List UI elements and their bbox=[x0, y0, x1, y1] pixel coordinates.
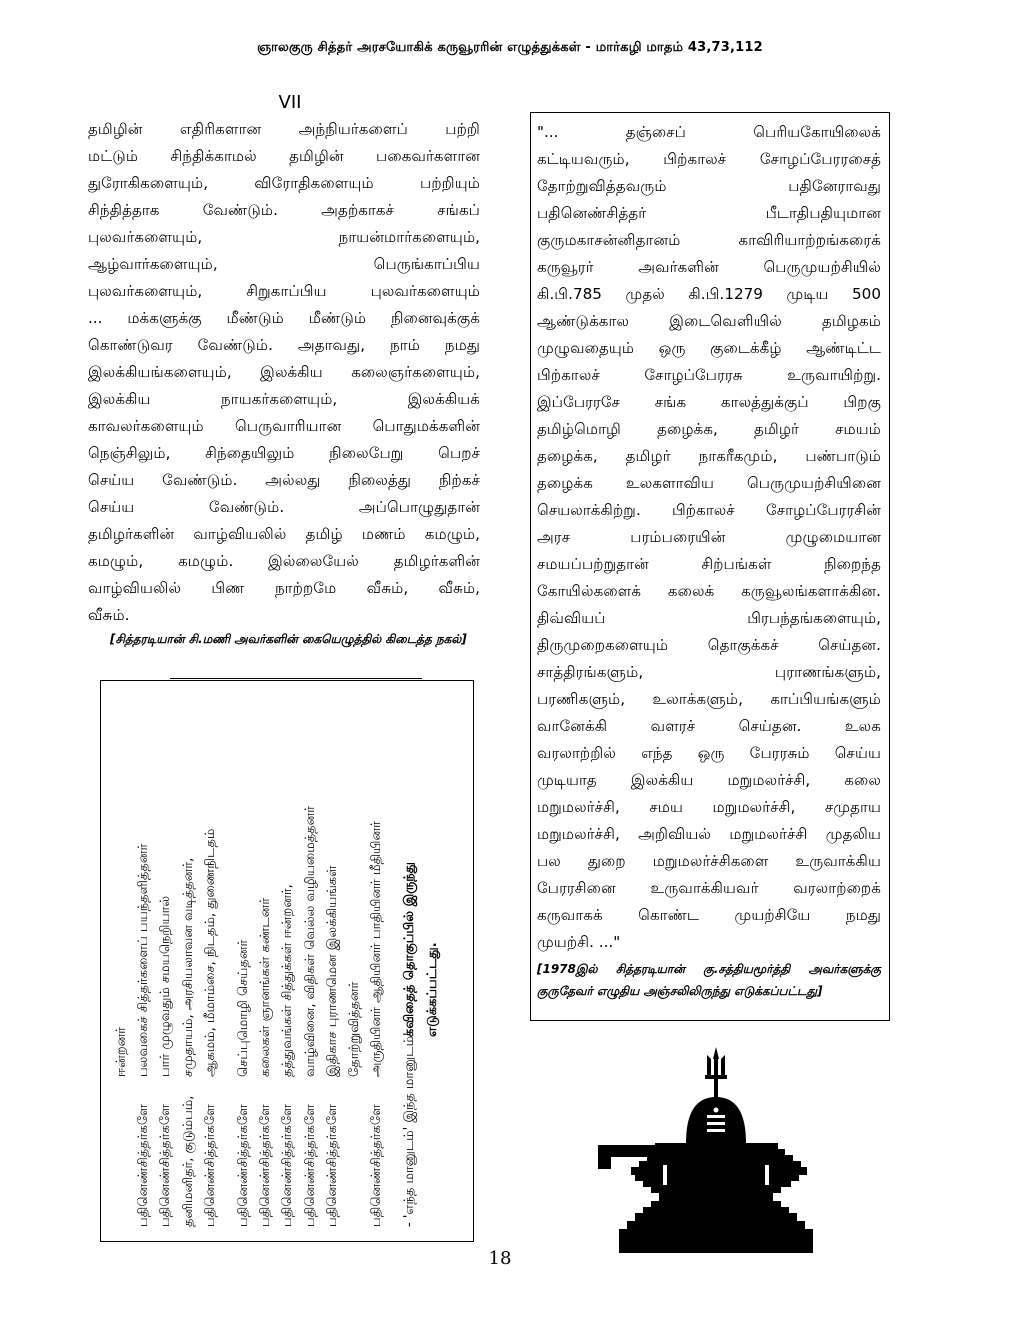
verse-line-lead: பதினெண்சித்தர்களே bbox=[324, 1104, 340, 1227]
verse-line-text: ஆகமம், மீமாம்சை, நிடதம், துணைநிடதம் bbox=[202, 828, 218, 1077]
verse-block bbox=[111, 687, 467, 1227]
text-line: மறுமலர்ச்சி, சமய மறுமலர்ச்சி, சமுதாய bbox=[537, 798, 881, 816]
text-line: இலக்கியங்களையும், இலக்கிய கலைஞர்களையும், bbox=[88, 363, 480, 381]
verse-line-lead: பதினெண்சித்தர்களே bbox=[369, 1104, 385, 1227]
verse-line-text: எடுக்கப்பட்டது. bbox=[424, 942, 440, 1037]
verse-line-text: கலைகள் ஞானங்கள் கண்டனர் bbox=[258, 897, 274, 1077]
text-line: இப்பேரரசே சங்க காலத்துக்குப் பிறகு bbox=[537, 393, 881, 411]
verse-line-lead bbox=[422, 1037, 444, 1227]
text-line: புலவர்களையும், நாயன்மார்களையும், bbox=[88, 228, 480, 246]
verse-line bbox=[233, 687, 255, 1227]
text-line: மறுமலர்ச்சி, அறிவியல் மறுமலர்ச்சி முதலிய bbox=[537, 825, 881, 843]
verse-line bbox=[344, 687, 366, 1227]
text-line: செய்ய வேண்டும். அல்லது நிலைத்து நிற்கச் bbox=[88, 471, 480, 489]
text-line: திவ்வியப் பிரபந்தங்களையும், bbox=[537, 609, 881, 627]
text-line: வரலாற்றில் எந்த ஒரு பேரரசும் செய்ய bbox=[537, 744, 881, 762]
text-line: முடியாத இலக்கிய மறுமலர்ச்சி, கலை bbox=[537, 771, 881, 789]
verse-line bbox=[133, 687, 155, 1227]
verse-line-lead: தனிமனிதர், குடும்பம், bbox=[180, 1095, 196, 1227]
verse-line-text: ஈன்றனர் bbox=[114, 1026, 129, 1077]
text-line: முயற்சி. ..." bbox=[537, 933, 621, 951]
text-line: அரச பரம்பரையின் முழுமையான bbox=[537, 528, 881, 546]
verse-line bbox=[388, 687, 399, 1227]
text-line: மட்டும் சிந்திக்காமல் தமிழின் பகைவர்களான bbox=[88, 147, 480, 165]
verse-line-lead: பதினெண்சித்தர்களே bbox=[202, 1104, 218, 1227]
verse-line bbox=[222, 687, 233, 1227]
verse-line bbox=[255, 687, 277, 1227]
verse-line bbox=[422, 687, 444, 1227]
text-line: சமயப்பற்றுதான் சிற்பங்கள் நிறைந்த bbox=[537, 555, 881, 573]
verse-line bbox=[322, 687, 344, 1227]
text-line: வீசும். bbox=[88, 606, 130, 624]
verse-line-text: அருதியினர் ஆதியினர் பாதியினர் மீதியினர் bbox=[369, 821, 385, 1077]
text-line: இலக்கிய நாயகர்களையும், இலக்கியக் bbox=[88, 390, 480, 408]
verse-line-text: தத்துவங்கள் சித்துக்கள் ஈன்றனர், bbox=[280, 884, 296, 1077]
verse-line-lead bbox=[344, 1077, 366, 1227]
shiva-lingam-trident-icon bbox=[583, 1045, 828, 1265]
text-line: ஆழ்வார்களையும், பெருங்காப்பிய bbox=[88, 255, 480, 273]
text-line: தோற்றுவித்தவரும் பதினேராவது bbox=[537, 177, 881, 195]
verse-line-text: இதிகாச புராணமென இலக்கியங்கள் bbox=[324, 865, 340, 1077]
verse-line bbox=[300, 687, 322, 1227]
verse-line-text: தோற்றுவித்தனர் bbox=[347, 981, 363, 1077]
text-line: காவலர்களையும் பெருவாரியான பொதுமக்களின் bbox=[88, 417, 480, 435]
text-line: கோயில்களைக் கலைக் கருவூலங்களாக்கின. bbox=[537, 582, 881, 600]
verse-line bbox=[277, 687, 299, 1227]
section-number: VII bbox=[278, 92, 302, 113]
text-line: கருவாகக் கொண்ட முயற்சியே நமது bbox=[537, 906, 881, 924]
verse-line-lead bbox=[111, 1077, 133, 1227]
verse-line-lead: பதினெண்சித்தர்களே bbox=[158, 1104, 174, 1227]
text-line: கட்டியவரும், பிற்காலச் சோழப்பேரரசைத் bbox=[537, 150, 881, 168]
text-line: திருமுறைகளையும் தொகுக்கச் செய்தன. bbox=[537, 636, 881, 654]
text-line: சிந்தித்தாக வேண்டும். அதற்காகச் சங்கப் bbox=[88, 201, 480, 219]
left-source-note: [சித்தரடியான் சி.மணி அவர்களின் கையெழுத்தில் கிடைத்த நகல்] bbox=[110, 632, 467, 646]
text-line: தழைக்க உலகளாவிய பெருமுயற்சியினை bbox=[537, 474, 881, 492]
text-line: ஆண்டுக்கால இடைவெளியில் தமிழகம் bbox=[537, 312, 881, 330]
left-paragraph bbox=[88, 116, 480, 629]
verse-line-lead: பதினெண்சித்தர்களே bbox=[302, 1104, 318, 1227]
verse-line bbox=[200, 687, 222, 1227]
text-line: கருவூரர் அவர்களின் பெருமுயற்சியில் bbox=[537, 258, 881, 276]
quote-box bbox=[530, 112, 890, 1021]
verse-line-text: பார் முழுவதும் சமயநெறியால் bbox=[158, 895, 174, 1077]
verse-line-text: பலவகைச் சித்தர்களைப் பயந்தளித்தனர் bbox=[136, 843, 152, 1077]
text-line: செயலாக்கிற்று. பிற்காலச் சோழப்பேரரசின் bbox=[537, 501, 881, 519]
text-line: பேரரசினை உருவாக்கியவர் வரலாற்றைக் bbox=[537, 879, 881, 897]
verse-line-text: வாழ்வினை, விதிகள் வெல்ல வழியமைத்தனர் bbox=[302, 805, 318, 1077]
text-line: புலவர்களையும், சிறுகாப்பிய புலவர்களையும் bbox=[88, 282, 480, 300]
verse-line-lead: பதினெண்சித்தர்களே bbox=[136, 1104, 152, 1227]
left-column bbox=[88, 116, 480, 629]
text-line: பிற்காலச் சோழப்பேரரசு உருவாயிற்று. bbox=[537, 366, 881, 384]
text-line: துரோகிகளையும், விரோதிகளையும் பற்றியும் bbox=[88, 174, 480, 192]
verse-line-lead: பதினெண்சித்தர்களே bbox=[236, 1104, 252, 1227]
text-line: தழைக்க, தமிழர் நாகரீகமும், பண்பாடும் bbox=[537, 447, 881, 465]
note-underline bbox=[170, 678, 422, 679]
verse-line-lead: பதினெண்சித்தர்களே bbox=[280, 1104, 296, 1227]
text-line: தமிழர்களின் வாழ்வியலில் தமிழ் மணம் கமழும், bbox=[88, 525, 480, 543]
verse-line-lead: - 'எந்த மானுடம்' இந்த மானுடம்' bbox=[402, 1032, 418, 1227]
text-line: தமிழின் எதிரிகளான அந்நியர்களைப் பற்றி bbox=[88, 120, 480, 138]
verse-line-lead: பதினெண்சித்தர்களே bbox=[258, 1104, 274, 1227]
verse-line bbox=[111, 687, 133, 1227]
verse-line bbox=[155, 687, 177, 1227]
text-line: நெஞ்சிலும், சிந்தையிலும் நிலைபேறு பெறச் bbox=[88, 444, 480, 462]
text-line: கொண்டுவர வேண்டும். அதாவது, நாம் நமது bbox=[88, 336, 480, 354]
verse-line bbox=[399, 687, 421, 1227]
verse-line bbox=[178, 687, 200, 1227]
verse-line-text: கவிதைத் தொகுப்பில் இருந்து bbox=[402, 862, 418, 1037]
page-number: 18 bbox=[488, 1248, 512, 1269]
text-line: கமழும், கமழும். இல்லையேல் தமிழர்களின் bbox=[88, 552, 480, 570]
text-line: கி.பி.785 முதல் கி.பி.1279 முடிய 500 bbox=[537, 285, 881, 303]
quote-paragraph bbox=[537, 119, 881, 956]
text-line: முழுவதையும் ஒரு குடைக்கீழ் ஆண்டிட்ட bbox=[537, 339, 881, 357]
text-line: ... மக்களுக்கு மீண்டும் மீண்டும் நினைவுக்குக் bbox=[88, 309, 480, 327]
text-line: குருமகாசன்னிதானம் காவிரியாற்றங்கரைக் bbox=[537, 231, 881, 249]
text-line: தமிழ்மொழி தழைக்க, தமிழர் சமயம் bbox=[537, 420, 881, 438]
text-line: பல துறை மறுமலர்ச்சிகளை உருவாக்கிய bbox=[537, 852, 881, 870]
page-header: ஞாலகுரு சித்தர் அரசயோகிக் கருவூரரின் எழுத்துக்கள் - மார்கழி மாதம் 43,73,112 bbox=[257, 40, 763, 55]
text-line: "... தஞ்சைப் பெரியகோயிலைக் bbox=[537, 123, 881, 141]
verse-line-text: சமுதாயம், அரசியலாவன வடித்தனர், bbox=[180, 857, 196, 1077]
text-line: பதினெண்சித்தர் பீடாதிபதியுமான bbox=[537, 204, 881, 222]
text-line: பரணிகளும், உலாக்களும், காப்பியங்களும் bbox=[537, 690, 881, 708]
rotated-verse-box bbox=[100, 680, 474, 1242]
text-line: சாத்திரங்களும், புராணங்களும், bbox=[537, 663, 881, 681]
verse-line-text: செப்புமொழி செய்தனர் bbox=[236, 939, 252, 1077]
text-line: வானேக்கி வளரச் செய்தன. உலக bbox=[537, 717, 881, 735]
text-line: செய்ய வேண்டும். அப்பொழுதுதான் bbox=[88, 498, 480, 516]
text-line: வாழ்வியலில் பிண நாற்றமே வீசும், வீசும், bbox=[88, 579, 480, 597]
quote-source-note: [1978இல் சித்தரடியான் கு.சத்தியமூர்த்தி அவர்களுக்கு குருதேவர் எழுதிய அஞ்சலிலிருந்து எடுக்கப்பட்டது] bbox=[537, 962, 881, 998]
verse-line bbox=[366, 687, 388, 1227]
